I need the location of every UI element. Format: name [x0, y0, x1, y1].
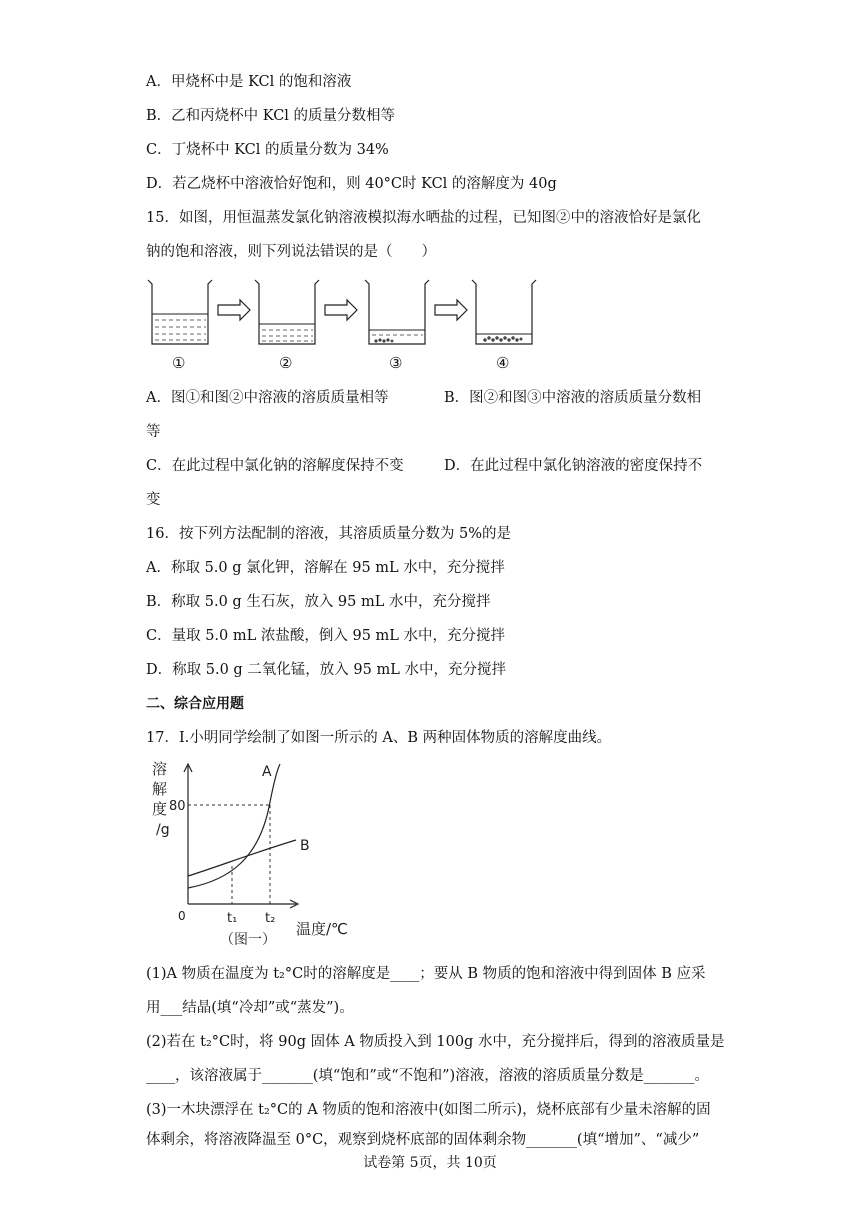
q17-part1-line1: (1)A 物质在温度为 t₂°C时的溶解度是____；要从 B 物质的饱和溶液中得到固体 B 应采	[146, 966, 706, 982]
q15-stem-line2: 钠的饱和溶液，则下列说法错误的是（ ）	[146, 244, 436, 260]
q15-option-b: B．图②和图③中溶液的溶质质量分数相	[444, 390, 702, 406]
q16-option-d: D．称取 5.0 g 二氧化锰，放入 95 mL 水中，充分搅拌	[146, 662, 506, 678]
beaker-label-1: ①	[172, 354, 186, 372]
q15-option-b-cont: 等	[146, 424, 161, 440]
q16-option-c: C．量取 5.0 mL 浓盐酸，倒入 95 mL 水中，充分搅拌	[146, 628, 506, 644]
q15-option-c: C．在此过程中氯化钠的溶解度保持不变	[146, 458, 404, 474]
q16-option-a: A．称取 5.0 g 氯化钾，溶解在 95 mL 水中，充分搅拌	[146, 560, 505, 576]
q17-part2-line1: (2)若在 t₂°C时，将 90g 固体 A 物质投入到 100g 水中，充分搅拌后，得到的溶液质量是	[146, 1034, 725, 1050]
origin-label: 0	[178, 909, 186, 923]
q14-option-b: B．乙和丙烧杯中 KCl 的质量分数相等	[146, 108, 396, 124]
section-title: 二、综合应用题	[146, 696, 244, 712]
q15-stem-line1: 15．如图，用恒温蒸发氯化钠溶液模拟海水晒盐的过程，已知图②中的溶液恰好是氯化	[146, 210, 701, 226]
curve-b-label: B	[300, 838, 310, 854]
y-tick-80: 80	[169, 799, 186, 814]
q17-part3-line2: 体剩余，将溶液降温至 0°C，观察到烧杯底部的固体剩余物_______(填“增加”、“减少”	[146, 1132, 700, 1148]
q15-option-d: D．在此过程中氯化钠溶液的密度保持不	[444, 458, 703, 474]
q17-part1-line2: 用___结晶(填“冷却”或“蒸发”)。	[146, 1000, 354, 1016]
q14-option-d: D．若乙烧杯中溶液恰好饱和，则 40°C时 KCl 的溶解度为 40g	[146, 176, 557, 192]
beaker-label-4: ④	[496, 354, 510, 372]
solubility-curve-figure	[150, 758, 360, 958]
q16-option-b: B．称取 5.0 g 生石灰，放入 95 mL 水中，充分搅拌	[146, 594, 491, 610]
x-tick-t1: t₁	[227, 911, 238, 926]
y-label-char-1: 溶	[152, 760, 168, 778]
q15-option-d-cont: 变	[146, 492, 161, 508]
q15-option-a: A．图①和图②中溶液的溶质质量相等	[146, 390, 389, 406]
y-label-char-2: 解	[152, 780, 168, 798]
x-axis-label: 温度/℃	[296, 920, 348, 938]
q17-part3-line1: (3)一木块漂浮在 t₂°C的 A 物质的饱和溶液中(如图二所示)，烧杯底部有少量未溶解的固	[146, 1102, 711, 1118]
q14-option-c: C．丁烧杯中 KCl 的质量分数为 34%	[146, 142, 389, 158]
y-label-char-3: 度	[152, 800, 168, 818]
q17-part2-line2: ____，该溶液属于_______(填“饱和”或“不饱和”)溶液，溶液的溶质质量分数是_______。	[146, 1068, 709, 1084]
q14-option-a: A．甲烧杯中是 KCl 的饱和溶液	[146, 74, 352, 90]
beaker-label-2: ②	[279, 354, 293, 372]
q17-stem: 17．I.小明同学绘制了如图一所示的 A、B 两种固体物质的溶解度曲线。	[146, 730, 612, 746]
x-tick-t2: t₂	[265, 911, 276, 926]
q16-stem: 16．按下列方法配制的溶液，其溶质质量分数为 5%的是	[146, 526, 512, 542]
y-label-unit: /g	[156, 822, 170, 838]
figure-caption: （图一）	[220, 932, 276, 948]
page-footer: 试卷第 5页，共 10页	[363, 1155, 497, 1171]
curve-a-label: A	[262, 764, 272, 780]
beaker-label-3: ③	[389, 354, 403, 372]
